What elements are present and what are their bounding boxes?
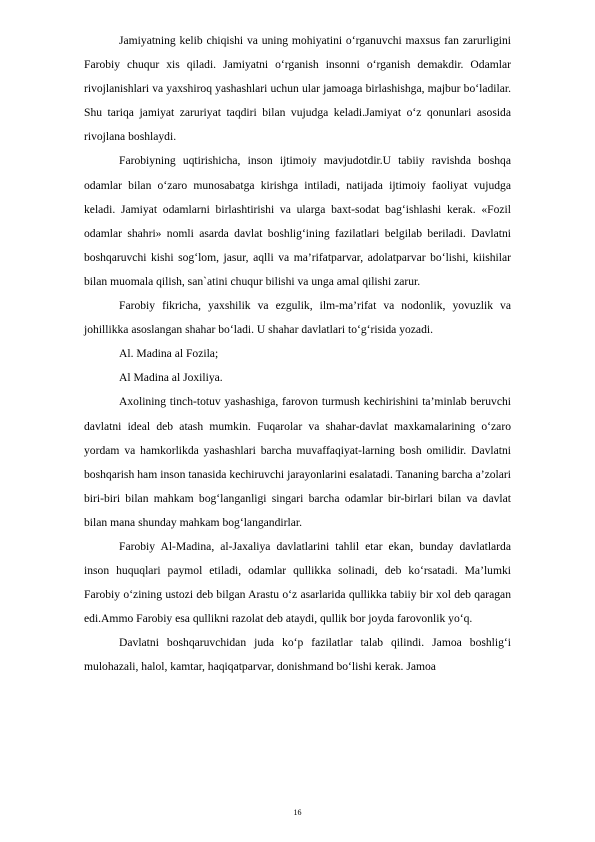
- paragraph: Jamiyatning kelib chiqishi va uning mohiyatini o‘rganuvchi maxsus fan zarurligini Farobiy chuqur xis qiladi. Jamiyatni o‘rganish insonni o‘rganish demakdir. Odamlar rivojlanishlari va yaxshiroq yashashlari uchun ular jamoaga birlashishga, majbur bo‘ladilar. Shu tariqa jamiyat zaruriyat taqdiri bilan vujudga keladi.Jamiyat o‘z qonunlari asosida rivojlana boshlaydi.: [84, 34, 511, 144]
- paragraph: Farobiyning uqtirishicha, inson ijtimoiy mavjudotdir.U tabiiy ravishda boshqa odamlar bilan o‘zaro munosabatga kirishga intiladi, natijada ijtimoiy faoliyat vujudga keladi. Jamiyat odamlarni birlashtirishi va ularga baxt-sodat bag‘ishlashi kerak. «Fozil odamlar shahri» nomli asarda davlat boshlig‘ining fazilatlari belgilab beriladi. Davlatni boshqaruvchi kishi sog‘lom, jasur, aqlli va ma’rifatparvar, adolatparvar bo‘lishi, kiishilar bilan muomala qilish, san`atini chuqur bilishi va unga amal qilishi zarur.: [84, 154, 511, 288]
- paragraph: Axolining tinch-totuv yashashiga, farovon turmush kechirishini ta’minlab beruvchi davlatni ideal deb atash mumkin. Fuqarolar va shahar-davlat maxkamalarining o‘zaro yordam va hamkorlikda yashashlari barcha muvaffaqiyat-larning bosh omilidir. Davlatni boshqarish ham inson tanasida kechiruvchi jarayonlarini esalatadi. Tananing barcha a’zolari biri-biri bilan mahkam bog‘langanligi singari barcha odamlar bir-birlari bilan va davlat bilan mana shunday mahkam bog‘langandirlar.: [84, 395, 511, 529]
- body-text: [84, 29, 511, 680]
- list-item: Al Madina al Joxiliya.: [119, 371, 223, 385]
- paragraph: Farobiy Al-Madina, al-Jaxaliya davlatlarini tahlil etar ekan, bunday davlatlarda inson huquqlari paymol etiladi, odamlar qullikka solinadi, deb ko‘rsatadi. Ma’lumki Farobiy o‘zining ustozi deb bilgan Arastu o‘z asarlarida qullikka tabiiy bir xol deb qaragan edi.Ammo Farobiy esa qullikni razolat deb ataydi, qullik bor joyda farovonlik yo‘q.: [84, 539, 511, 626]
- paragraph: Farobiy fikricha, yaxshilik va ezgulik, ilm-ma’rifat va nodonlik, yovuzlik va johillikka asoslangan shahar bo‘ladi. U shahar davlatlari to‘g‘risida yozadi.: [84, 299, 511, 337]
- paragraph: Davlatni boshqaruvchidan juda ko‘p fazilatlar talab qilindi. Jamoa boshlig‘i mulohazali, halol, kamtar, haqiqatparvar, donishmand bo‘lishi kerak. Jamoa: [84, 636, 511, 674]
- list-item: Al. Madina al Fozila;: [119, 347, 219, 361]
- page-number: 16: [293, 808, 302, 817]
